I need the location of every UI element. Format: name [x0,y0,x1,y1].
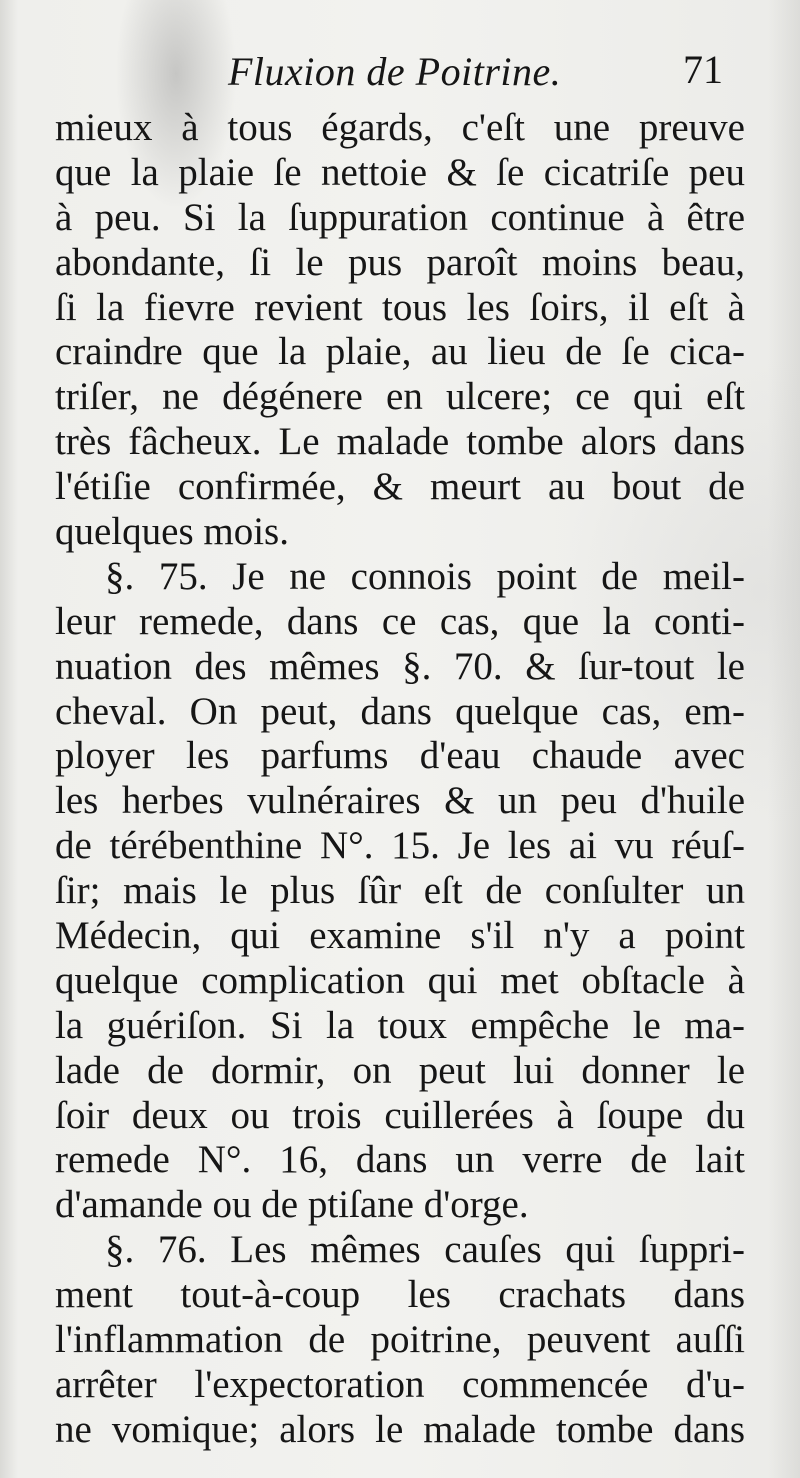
text-line: lade de dormir, on peut lui donner le [55,1048,745,1092]
text-line: ne vomique; alors le malade tombe dans [55,1407,745,1451]
paragraph-76-start: §. 76. Les mêmes cauſes qui ſuppri- [105,1228,745,1272]
text-line: quelque complication qui met obſtacle à [55,958,745,1002]
text-line: triſer, ne dégénere en ulcere; ce qui eſt [55,375,745,419]
text-line: leur remede, dans ce cas, que la conti- [55,599,745,643]
running-title: Fluxion de Poitrine. [228,49,562,94]
page-header [0,40,800,110]
text-line: la guériſon. Si la toux empêche le ma- [55,1003,745,1047]
text-line: abondante, ſi le pus paroît moins beau, [55,240,745,284]
text-line: à peu. Si la ſuppuration continue à être [55,195,745,239]
text-line: de térébenthine N°. 15. Je les ai vu réuſ- [55,824,745,868]
text-line: arrêter l'expectoration commencée d'u- [55,1362,745,1406]
text-line: ment tout-à-coup les crachats dans [55,1273,745,1317]
text-line: les herbes vulnéraires & un peu d'huile [55,779,745,823]
text-line: quelques mois. [55,510,289,554]
body-text [55,106,745,1453]
text-line: ſir; mais le plus ſûr eſt de conſulter un [55,869,745,913]
text-line: très fâcheux. Le malade tombe alors dans [55,420,745,464]
text-line: l'inflammation de poitrine, peuvent auſſi [55,1318,745,1362]
text-line: l'étiſie confirmée, & meurt au bout de [55,465,745,509]
text-line: nuation des mêmes §. 70. & ſur-tout le [55,644,745,688]
paragraph-75-start: §. 75. Je ne connois point de meil- [105,554,745,598]
text-line: que la plaie ſe nettoie & ſe cicatriſe peu [55,150,745,194]
text-line: ployer les parfums d'eau chaude avec [55,734,745,778]
text-line: d'amande ou de ptiſane d'orge. [55,1183,529,1227]
page-number: 71 [683,47,723,92]
text-line: ſoir deux ou trois cuillerées à ſoupe du [55,1093,745,1137]
text-line: mieux à tous égards, c'eſt une preuve [55,106,745,149]
text-line: cheval. On peut, dans quelque cas, em- [55,689,745,733]
text-line: craindre que la plaie, au lieu de ſe cica- [55,330,745,374]
text-line: ſi la fievre revient tous les ſoirs, il eſt à [55,285,745,329]
text-line: remede N°. 16, dans un verre de lait [55,1138,745,1182]
text-line: Médecin, qui examine s'il n'y a point [55,914,745,958]
